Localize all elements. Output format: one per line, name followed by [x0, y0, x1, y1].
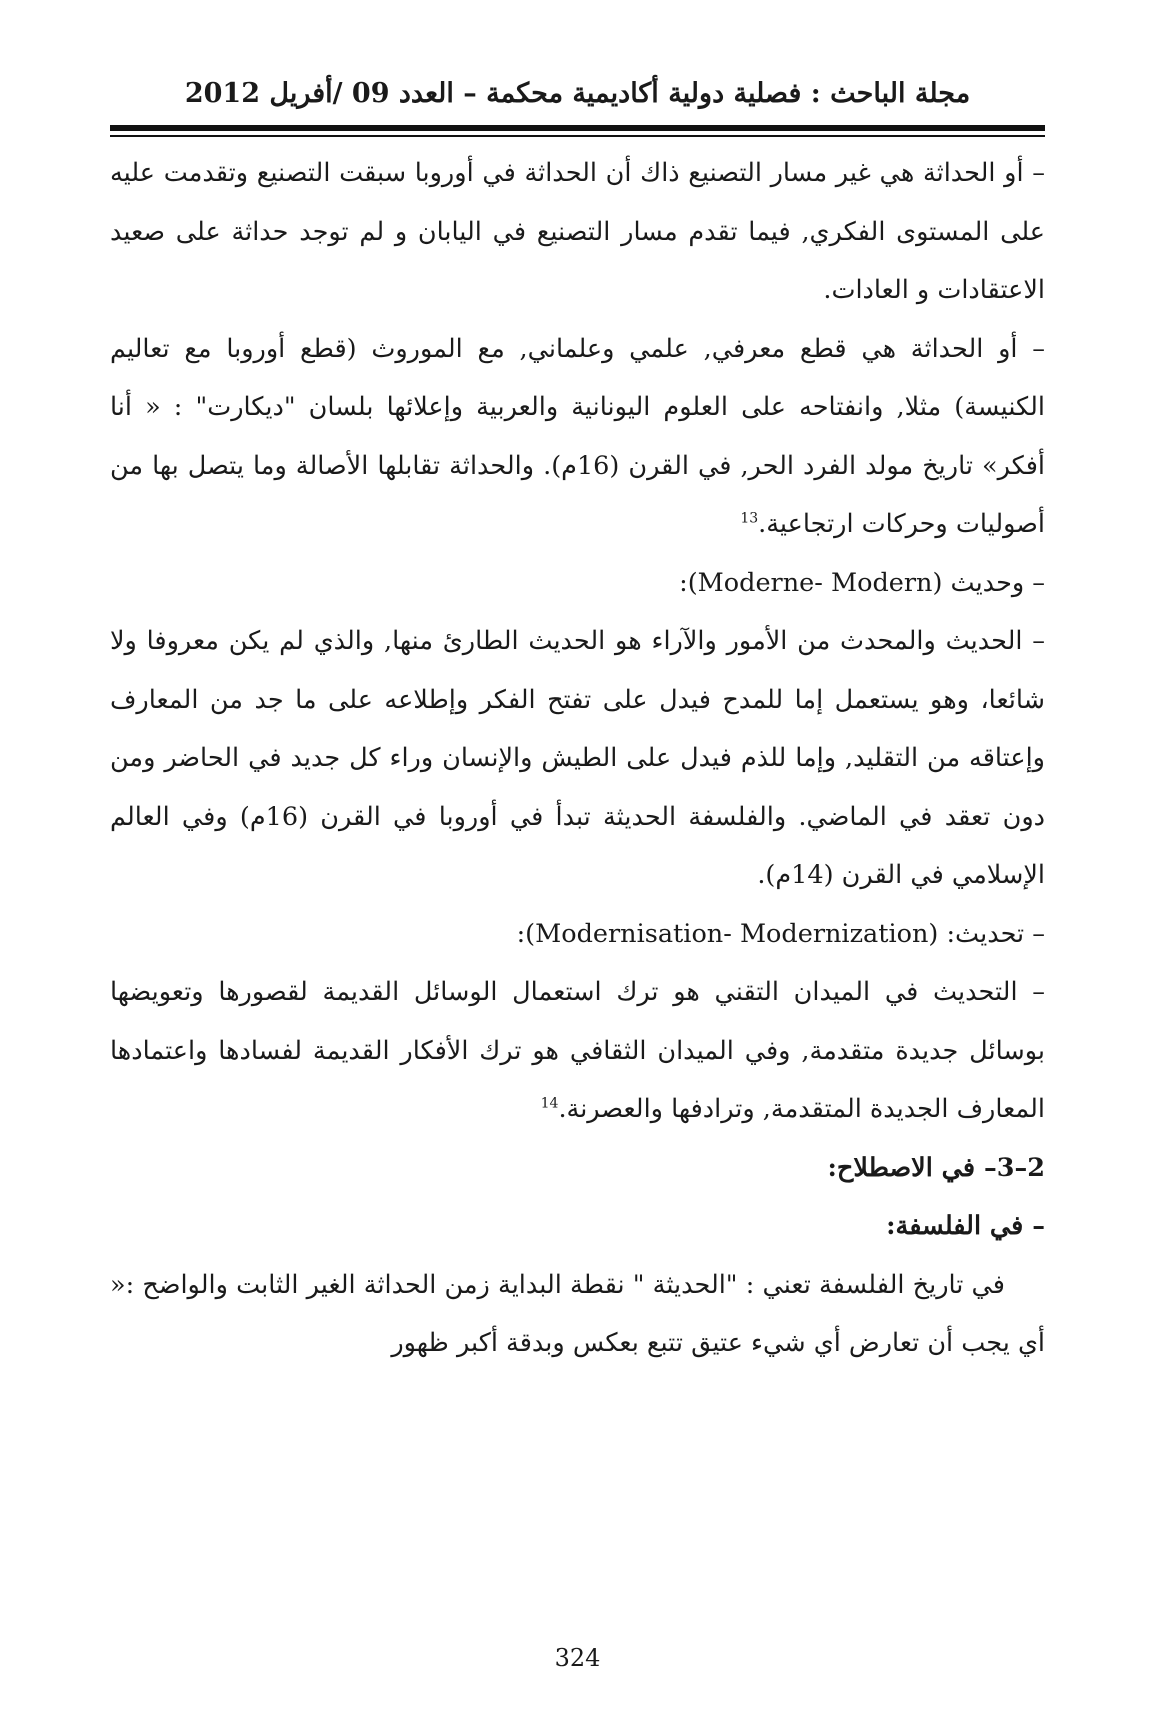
term-latin: (Moderne- Modern)	[687, 567, 943, 598]
section-heading-terminology: 2–3– في الاصطلاح:	[827, 1152, 1045, 1183]
term-prefix: – وحديث	[942, 567, 1045, 598]
paragraph-philosophy-history	[110, 1256, 1045, 1373]
paragraph-text: – أو الحداثة هي غير مسار التصنيع ذاك أن الحداثة في أوروبا سبقت التصنيع وتقدمت عليه على المستوى الفكري, فيما تقدم مسار التصنيع في اليابان و لم توجد حداثة على صعيد الاعتقادات و العادات.	[110, 158, 1045, 305]
article-body	[110, 144, 1045, 1373]
paragraph-text: – الحديث والمحدث من الأمور والآراء هو الحديث الطارئ منها, والذي لم يكن معروفا ولا شائعا، وهو يستعمل إما للمدح فيدل على تفتح الفكر وإطلاعه على ما جد من المعارف وإعتاقه من التقليد, وإما للذم فيدل على الطيش والإنسان وراء كل جديد في الحاضر ومن دون تعقد في الماضي. والفلسفة الحديثة تبدأ في أوروبا في القرن (16م) وفي العالم الإسلامي في القرن (14م).	[110, 626, 1045, 890]
journal-header: مجلة الباحث : فصلية دولية أكاديمية محكمة – العدد 09 /أفريل 2012	[184, 78, 971, 109]
footnote-ref-14[interactable]: 14	[540, 1095, 559, 1112]
paragraph-industrialization	[110, 144, 1045, 320]
subsection-heading-philosophy: – في الفلسفة:	[886, 1211, 1045, 1241]
paragraph-modern-definition	[110, 612, 1045, 905]
term-suffix: :	[516, 918, 526, 949]
paragraph-text: – التحديث في الميدان التقني هو ترك استعمال الوسائل القديمة لقصورها وتعويضها بوسائل جديدة متقدمة, وفي الميدان الثقافي هو ترك الأفكار القديمة لفسادها واعتمادها المعارف الجديدة المتقدمة, وترادفها والعصرنة.	[110, 977, 1045, 1124]
paragraph-text: – أو الحداثة هي قطع معرفي, علمي وعلماني, مع الموروث (قطع أوروبا مع تعاليم الكنيسة) مثلا, وانفتاحه على العلوم اليونانية والعربية وإعلائها بلسان "ديكارت" : « أنا أفكر» تاريخ مولد الفرد الحر, في القرن (16م). والحداثة تقابلها الأصالة وما يتصل بها من أصوليات وحركات ارتجاعية.	[110, 333, 1046, 539]
term-prefix: – تحديث:	[938, 918, 1045, 949]
term-suffix: :	[679, 567, 688, 598]
paragraph-modernization-definition	[110, 963, 1045, 1139]
paragraph-modernization-term	[110, 905, 1045, 964]
paragraph-text: في تاريخ الفلسفة تعني : "الحديثة " نقطة البداية زمن الحداثة الغير الثابت والواضح :« أي يجب أن تعارض أي شيء عتيق تتبع بعكس وبدقة أكبر ظهور	[110, 1269, 1045, 1358]
paragraph-epistemic-break	[110, 320, 1045, 554]
term-latin: (Modernisation- Modernization)	[525, 918, 939, 949]
header-rule-thick	[110, 125, 1045, 131]
paragraph-modern-term	[110, 554, 1045, 613]
footnote-ref-13[interactable]: 13	[740, 510, 759, 527]
page-number: 324	[554, 1644, 601, 1672]
header-rule-thin	[110, 135, 1045, 137]
